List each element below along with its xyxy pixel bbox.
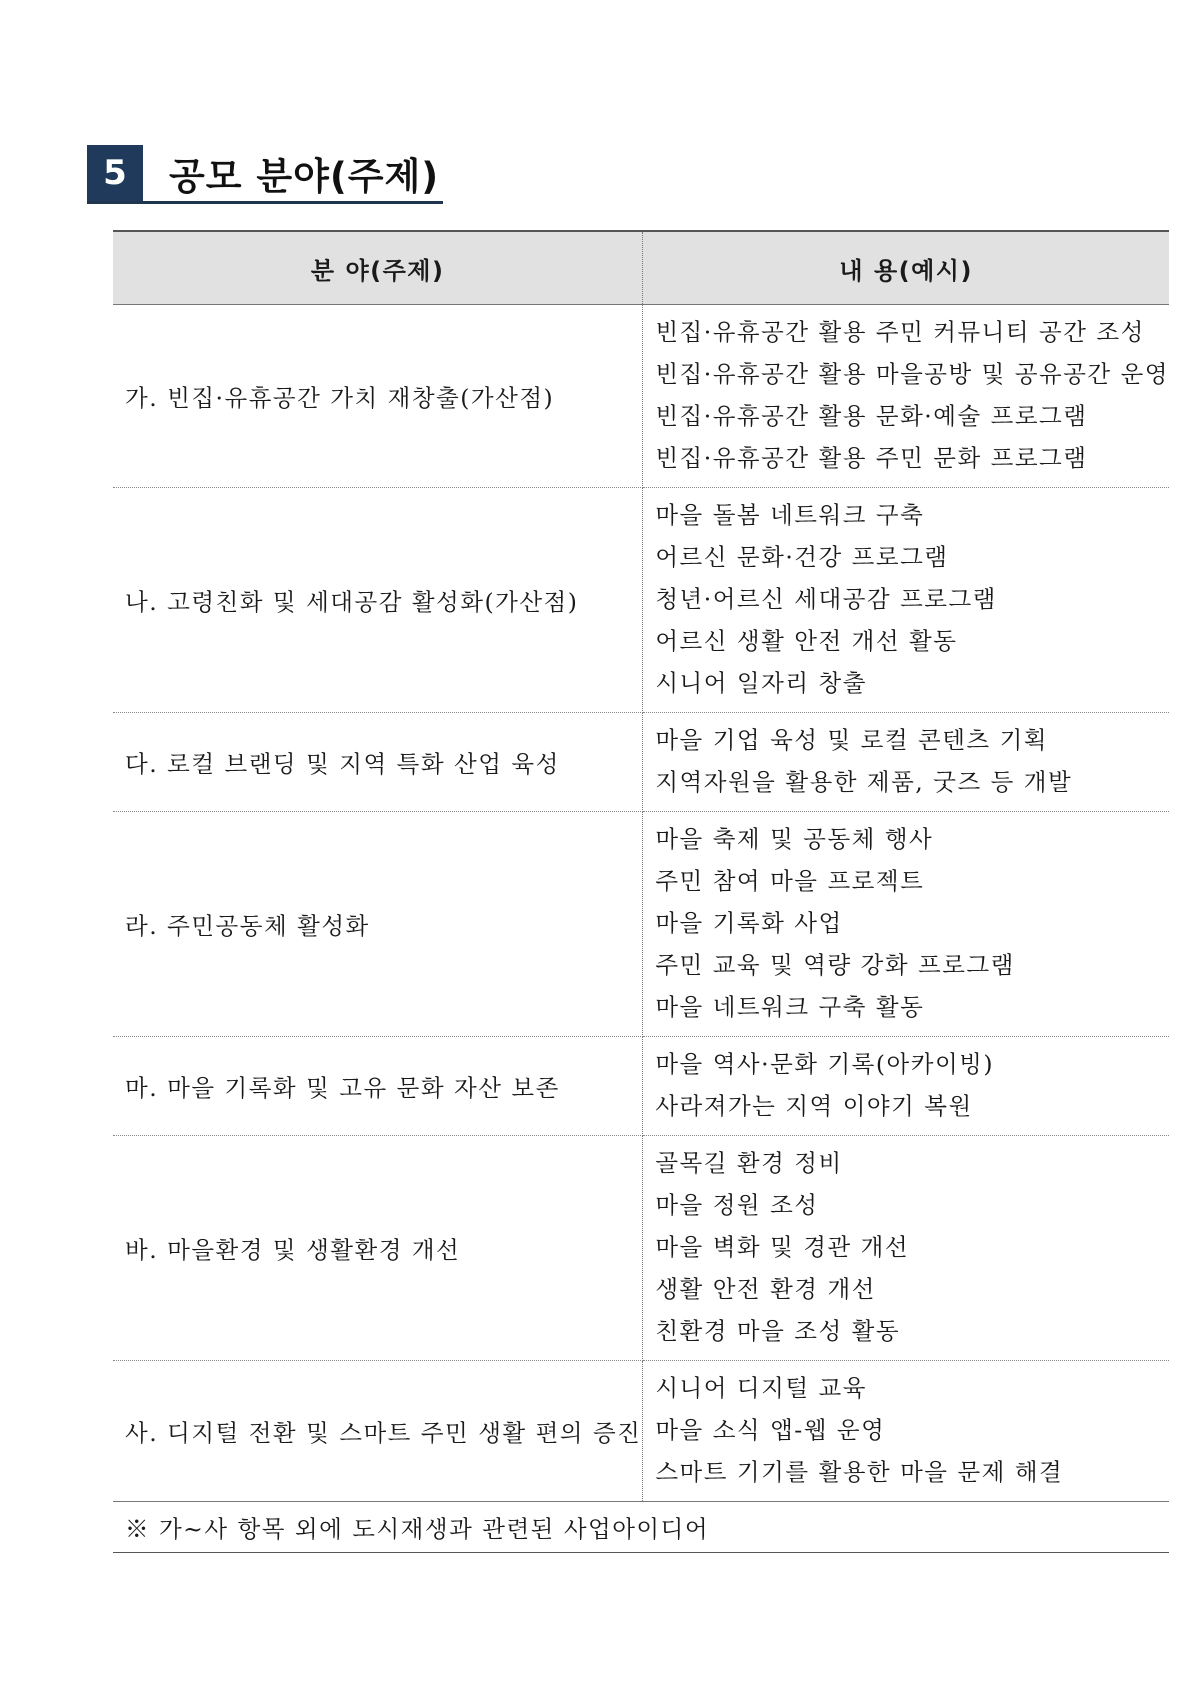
- field-cell: 다. 로컬 브랜딩 및 지역 특화 산업 육성: [113, 713, 643, 812]
- content-item: 마을 벽화 및 경관 개선: [655, 1233, 910, 1261]
- note-row: [113, 1502, 1169, 1553]
- content-cell: [643, 713, 1169, 812]
- content-cell: [643, 305, 1169, 488]
- field-cell: 가. 빈집·유휴공간 가치 재창출(가산점): [113, 305, 643, 488]
- content-item: 마을 정원 조성: [655, 1191, 819, 1219]
- content-item: 주민 참여 마을 프로젝트: [655, 867, 925, 895]
- table-row: [113, 1361, 1169, 1502]
- content-cell: [643, 488, 1169, 713]
- field-cell: 나. 고령친화 및 세대공감 활성화(가산점): [113, 488, 643, 713]
- section-title: 공모 분야(주제): [169, 155, 440, 198]
- content-item: 시니어 디지털 교육: [655, 1374, 867, 1402]
- field-cell: 사. 디지털 전환 및 스마트 주민 생활 편의 증진: [113, 1361, 643, 1502]
- content-item: 주민 교육 및 역량 강화 프로그램: [655, 951, 1015, 979]
- content-item: 스마트 기기를 활용한 마을 문제 해결: [655, 1458, 1064, 1486]
- content-item: 어르신 문화·건강 프로그램: [655, 543, 949, 571]
- table-body: [113, 305, 1169, 1502]
- table-row: [113, 488, 1169, 713]
- content-item: 사라져가는 지역 이야기 복원: [655, 1092, 973, 1120]
- field-cell: 바. 마을환경 및 생활환경 개선: [113, 1136, 643, 1361]
- table-header-row: [113, 231, 1169, 305]
- content-cell: [643, 1037, 1169, 1136]
- content-item: 마을 축제 및 공동체 행사: [655, 825, 934, 853]
- content-item: 빈집·유휴공간 활용 주민 문화 프로그램: [655, 444, 1088, 472]
- table-row: [113, 713, 1169, 812]
- content-item: 어르신 생활 안전 개선 활동: [655, 627, 958, 655]
- content-item: 친환경 마을 조성 활동: [655, 1317, 901, 1345]
- content-item: 마을 소식 앱-웹 운영: [655, 1416, 886, 1444]
- table-row: [113, 1136, 1169, 1361]
- field-cell: 라. 주민공동체 활성화: [113, 812, 643, 1037]
- content-item: 시니어 일자리 창출: [655, 669, 867, 697]
- content-cell: [643, 1361, 1169, 1502]
- table-row: [113, 305, 1169, 488]
- content-item: 마을 기록화 사업: [655, 909, 843, 937]
- content-item: 마을 네트워크 구축 활동: [655, 993, 925, 1021]
- content-item: 빈집·유휴공간 활용 주민 커뮤니티 공간 조성: [655, 318, 1145, 346]
- header-content: 내 용(예시): [643, 231, 1169, 305]
- header-field: 분 야(주제): [113, 231, 643, 305]
- note-text: ※ 가~사 항목 외에 도시재생과 관련된 사업아이디어: [113, 1502, 1169, 1553]
- section-number-badge: 5: [87, 145, 143, 201]
- content-cell: [643, 812, 1169, 1037]
- content-item: 생활 안전 환경 개선: [655, 1275, 876, 1303]
- content-item: 청년·어르신 세대공감 프로그램: [655, 585, 997, 613]
- content-item: 골목길 환경 정비: [655, 1149, 843, 1177]
- content-item: 지역자원을 활용한 제품, 굿즈 등 개발: [655, 768, 1073, 796]
- content-item: 마을 돌봄 네트워크 구축: [655, 501, 925, 529]
- table-row: [113, 1037, 1169, 1136]
- content-item: 마을 기업 육성 및 로컬 콘텐츠 기획: [655, 726, 1048, 754]
- table-row: [113, 812, 1169, 1037]
- topics-table: [113, 230, 1169, 1553]
- field-cell: 마. 마을 기록화 및 고유 문화 자산 보존: [113, 1037, 643, 1136]
- section-header: [87, 145, 443, 204]
- content-item: 빈집·유휴공간 활용 마을공방 및 공유공간 운영: [655, 360, 1169, 388]
- content-cell: [643, 1136, 1169, 1361]
- content-item: 마을 역사·문화 기록(아카이빙): [655, 1050, 995, 1078]
- content-item: 빈집·유휴공간 활용 문화·예술 프로그램: [655, 402, 1088, 430]
